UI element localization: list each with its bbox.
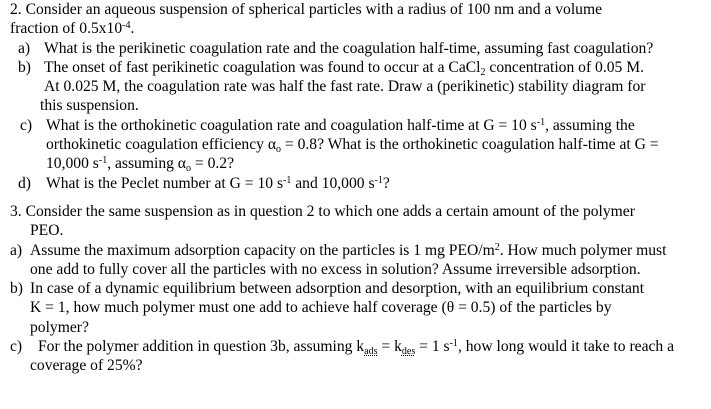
q2d-label: d) — [18, 174, 31, 192]
q3b-line-1 — [10, 279, 711, 298]
q3c-label: c) — [10, 338, 23, 356]
q2c-text-3: 10,000 s — [46, 155, 99, 173]
q3b-text-1: In case of a dynamic equilibrium between adsorption and desorption, with an equilibrium constant — [30, 280, 645, 298]
q2c-line-1 — [10, 116, 711, 135]
q2-intro-period: . — [130, 20, 135, 38]
q3a-text-1: Assume the maximum adsorption capacity on the particles is 1 mg PEO/m — [30, 241, 495, 259]
q3c-text-1-mid-2: = 1 s — [415, 338, 450, 356]
q2d-text-end: ? — [382, 174, 390, 192]
q3a-text-2: one add to fully cover all the particles with no excess in solution? Assume irreversible adsorption. — [30, 260, 641, 278]
q2b-line-3 — [10, 96, 711, 115]
q2d-exponent-1: -1 — [283, 174, 292, 186]
q2d-text: What is the Peclet number at G = 10 s — [46, 174, 284, 192]
q3c-text-1: For the polymer addition in question 3b, assuming k — [38, 338, 365, 356]
q2c-line-3 — [10, 154, 711, 173]
q3-intro-text-1: 3. Consider the same suspension as in question 2 to which one adds a certain amount of the polymer — [10, 202, 635, 220]
q3b-line-3 — [10, 318, 711, 337]
q2c-text-3-end: = 0.2? — [190, 155, 234, 173]
q3c-des-subscript: des — [401, 346, 416, 358]
q3c-text-2: coverage of 25%? — [30, 357, 143, 375]
q2b-line-2 — [10, 77, 711, 96]
q2c-line-2 — [10, 135, 711, 154]
q2c-exponent-1: -1 — [536, 116, 546, 128]
q2b-text-1: The onset of fast perikinetic coagulation was found to occur at a CaCl — [44, 58, 481, 76]
q3c-line-1 — [10, 337, 711, 356]
q2c-alpha-subscript-1: o — [276, 144, 282, 156]
q2c-alpha-subscript-2: o — [185, 163, 191, 175]
q2c-text-1-end: , assuming the — [545, 116, 635, 134]
q2b-line-1 — [10, 58, 711, 77]
q2b-text-1-end: concentration of 0.05 M. — [485, 58, 644, 76]
q3b-line-2 — [10, 298, 711, 317]
q2c-exponent-2: -1 — [98, 155, 108, 167]
q3-intro-line-1 — [10, 202, 711, 221]
q2c-label: c) — [20, 116, 33, 134]
question-spacer — [0, 193, 711, 202]
q2-intro-line-2 — [10, 19, 711, 38]
q3a-label: a) — [10, 241, 23, 259]
q2-intro-text-1: 2. Consider an aqueous suspension of spherical particles with a radius of 100 nm and a volume — [10, 1, 602, 18]
q2d-line — [10, 174, 711, 193]
q3c-text-1-end: , how long would it take to reach a — [457, 338, 675, 356]
q2b-text-3: this suspension. — [40, 97, 139, 115]
q3a-line-2 — [10, 260, 711, 279]
q3c-line-2 — [10, 356, 711, 375]
q2a-text: What is the perikinetic coagulation rate and the coagulation half-time, assuming fast coagulation? — [44, 39, 654, 57]
q3a-text-1-end: . How much polymer must — [499, 241, 667, 259]
question-3 — [0, 202, 711, 376]
q2c-text-2-end: = 0.8? What is the orthokinetic coagulation half-time at G = — [281, 136, 659, 154]
q2-intro-line-1 — [10, 0, 711, 19]
q2-intro-text-2: fraction of 0.5x10 — [10, 20, 123, 38]
q2b-subscript: 2 — [480, 66, 486, 78]
q3b-text-3: polymer? — [30, 318, 89, 336]
q2a-line — [10, 39, 711, 58]
question-2 — [0, 0, 711, 193]
q3a-exponent: 2 — [494, 241, 500, 253]
q2b-label: b) — [18, 58, 31, 76]
q3c-ads-subscript: ads — [364, 346, 378, 358]
q2c-text-1: What is the orthokinetic coagulation rate and coagulation half-time at G = 10 s — [46, 116, 537, 134]
q3-intro-line-2 — [10, 221, 711, 240]
q2d-exponent-2: -1 — [374, 174, 383, 186]
q2d-text-mid: and 10,000 s — [291, 174, 375, 192]
q3b-label: b) — [10, 280, 23, 298]
q3b-text-2: K = 1, how much polymer must one add to achieve half coverage (θ = 0.5) of the particles by — [30, 299, 612, 317]
q3-intro-text-2: PEO. — [30, 222, 64, 240]
q2-intro-exponent: -4 — [122, 20, 131, 32]
q3c-exponent: -1 — [449, 338, 458, 350]
q2b-text-2: At 0.025 M, the coagulation rate was half the fast rate. Draw a (perikinetic) stability diagram for — [44, 78, 646, 96]
q2c-text-2: orthokinetic coagulation efficiency α — [46, 136, 277, 154]
q2a-label: a) — [18, 39, 31, 57]
q2c-text-3-mid: , assuming α — [107, 155, 186, 173]
q3a-line-1 — [10, 241, 711, 260]
q3c-text-1-mid: = k — [377, 338, 402, 356]
